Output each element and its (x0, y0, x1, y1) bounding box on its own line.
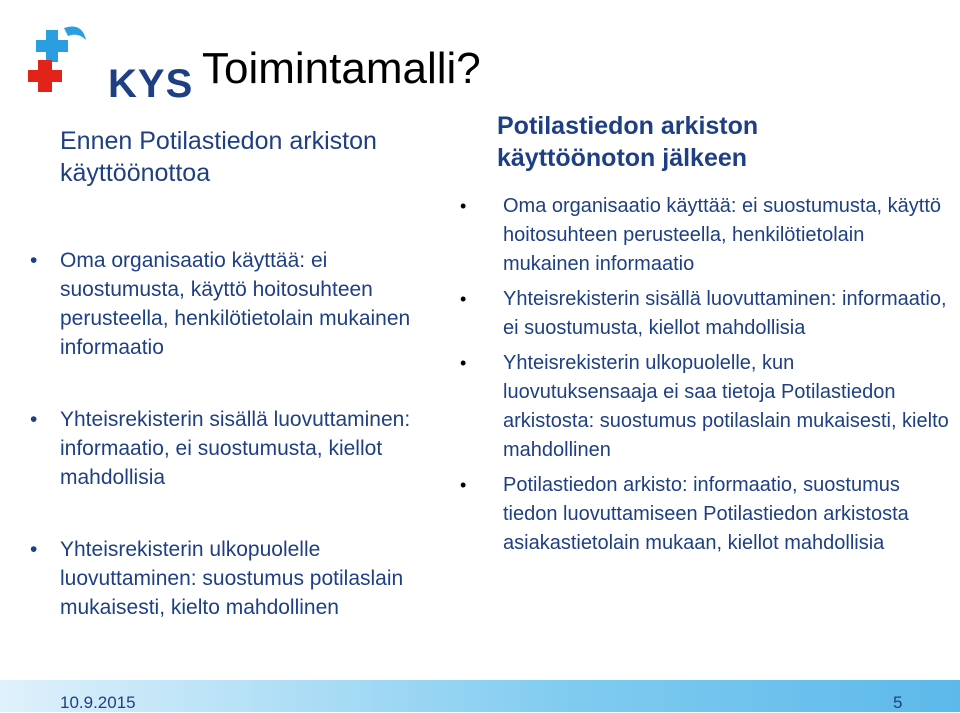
footer-date: 10.9.2015 (60, 693, 136, 712)
list-item (460, 192, 950, 279)
list-item-text: Yhteisrekisterin sisällä luovuttaminen: informaatio, ei suostumusta, kiellot mahdollisia (60, 408, 411, 489)
list-item-text: Oma organisaatio käyttää: ei suostumusta, käyttö hoitosuhteen perusteella, henkilötietolain mukainen informaatio (60, 249, 411, 359)
footer-bar (0, 680, 960, 712)
page-number: 5 (893, 693, 903, 712)
list-item (30, 405, 430, 492)
slide-title: Toimintamalli? (202, 44, 481, 93)
right-bullet-list (460, 192, 950, 558)
bullet-icon: • (30, 408, 38, 431)
list-item-text: Yhteisrekisterin ulkopuolelle luovuttaminen: suostumus potilaslain mukaisesti, kielto mahdollinen (60, 538, 404, 619)
list-item-text: Potilastiedon arkisto: informaatio, suostumus tiedon luovuttamiseen Potilastiedon arkistosta asiakastietolain mukaan, kiellot mahdollisia (503, 474, 909, 554)
list-item-text: Oma organisaatio käyttää: ei suostumusta, käyttö hoitosuhteen perusteella, henkilötietolain mukainen informaatio (503, 195, 941, 275)
list-item (30, 246, 430, 362)
bullet-icon: • (460, 196, 467, 216)
left-bullet-list (30, 246, 430, 622)
list-item (460, 285, 950, 343)
logo-text: KYS (108, 62, 194, 106)
bullet-icon: • (460, 475, 467, 495)
list-item (460, 471, 950, 558)
kys-logo-icon (28, 22, 88, 92)
kys-logo (28, 22, 194, 106)
bullet-icon: • (460, 353, 467, 373)
right-column-heading: Potilastiedon arkiston käyttöönoton jälkeen (497, 112, 759, 172)
bullet-icon: • (460, 289, 467, 309)
list-item (460, 349, 950, 465)
list-item-text: Yhteisrekisterin ulkopuolelle, kun luovutuksensaaja ei saa tietoja Potilastiedon arkistosta: suostumus potilaslain mukaisesti, kielto mahdollinen (503, 352, 949, 461)
list-item (30, 535, 430, 622)
bullet-icon: • (30, 538, 38, 561)
left-column-heading: Ennen Potilastiedon arkiston käyttöönottoa (60, 127, 377, 187)
bullet-icon: • (30, 249, 38, 272)
list-item-text: Yhteisrekisterin sisällä luovuttaminen: informaatio, ei suostumusta, kiellot mahdollisia (503, 288, 947, 339)
